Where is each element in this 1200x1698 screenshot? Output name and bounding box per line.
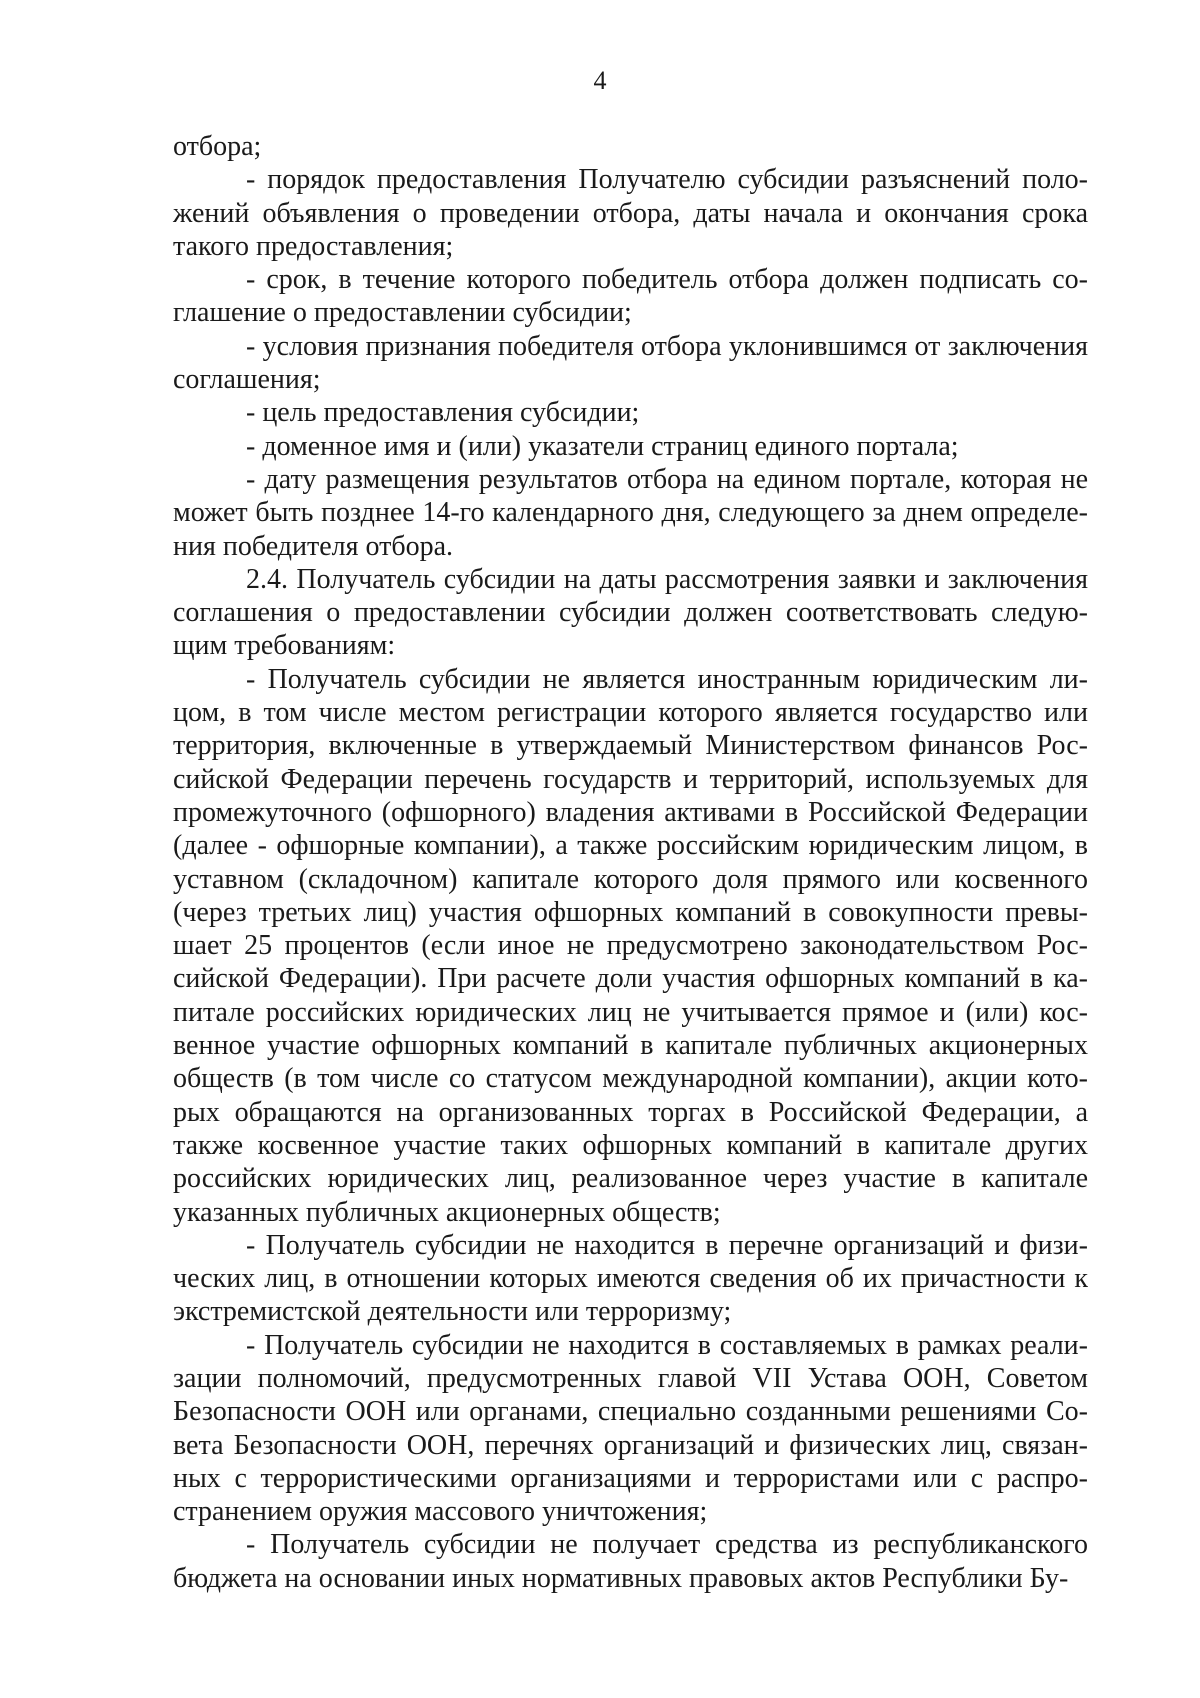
list-item-signing-deadline: - срок, в течение которого победитель отбора должен подписать соглашение о предоставлении субсидии; [173,264,1088,329]
section-2-4: 2.4. Получатель субсидии на даты рассмотрения заявки и заключения соглашения о предоставлении субсидии должен соответствовать следующим требованиям: [173,563,1088,662]
page-number: 4 [593,66,607,95]
list-item-subsidy-purpose: - цель предоставления субсидии; [246,397,640,429]
list-item-results-date: - дату размещения результатов отбора на едином портале, которая не может быть позднее 14-го календарного дня, следующего за днем определения победителя отбора. [173,463,1088,562]
list-item-clarification-procedure: - порядок предоставления Получателю субсидии разъяснений положений объявления о проведении отбора, даты начала и окончания срока такого предоставления; [173,164,1088,262]
document-body [173,130,1088,1595]
requirement-not-foreign-entity: - Получатель субсидии не является иностранным юридическим лицом, в том числе местом регистрации которого является государство или территория, включенные в утверждаемый Министерством финансов Российской Федерации перечень государств и территорий, используемых для промежуточного (офшорного) владения активами в Российской Федерации (далее - офшорные компании), а также российским юридическим лицом, в уставном (складочном) капитале которого доля прямого или косвенного (через третьих лиц) участия офшорных компаний в совокупности превышает 25 процентов (если иное не предусмотрено законодательством Российской Федерации). При расчете доли участия офшорных компаний в капитале российских юридических лиц не учитывается прямое и (или) косвенное участие офшорных компаний в капитале публичных акционерных обществ (в том числе со статусом международной компании), акции которых обращаются на организованных торгах в Российской Федерации, а также косвенное участие таких офшорных компаний в капитале других российских юридических лиц, реализованное через участие в капитале указанных публичных акционерных обществ; [173,663,1088,1228]
list-item-evasion-conditions: - условия признания победителя отбора уклонившимся от заключения соглашения; [173,330,1088,396]
requirement-not-extremist-list: - Получатель субсидии не находится в перечне организаций и физических лиц, в отношении которых имеются сведения об их причастности к экстремистской деятельности или терроризму; [173,1229,1088,1328]
requirement-not-un-list: - Получатель субсидии не находится в составляемых в рамках реализации полномочий, предусмотренных главой VII Устава ООН, Советом Безопасности ООН или органами, специально созданными решениями Совета Безопасности ООН, перечнях организаций и физических лиц, связанных с террористическими организациями и террористами или с распространением оружия массового уничтожения; [173,1329,1088,1528]
requirement-no-other-budget-funds: - Получатель субсидии не получает средства из республиканского бюджета на основании иных нормативных правовых актов Республики Бу- [173,1529,1088,1594]
paragraph-continuation: отбора; [173,131,262,162]
list-item-domain-name: - доменное имя и (или) указатели страниц единого портала; [246,430,959,462]
